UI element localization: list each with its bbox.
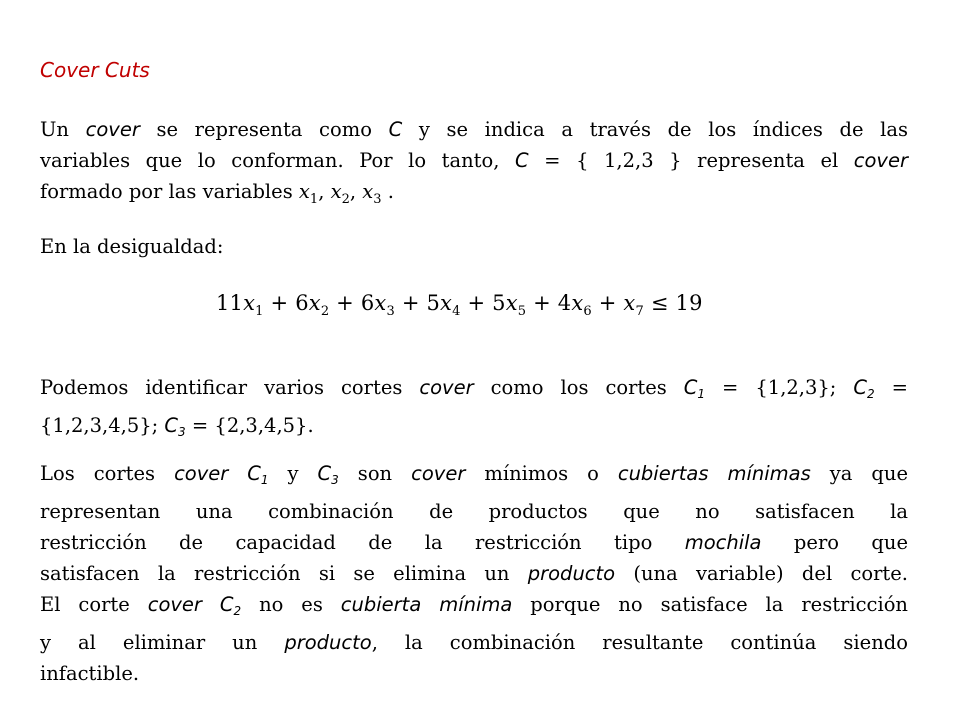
term: $6x_2$: [295, 291, 330, 319]
text-line: [40, 410, 908, 448]
paragraph-cover-examples: [40, 372, 908, 448]
math-var: $x_1$: [298, 180, 319, 207]
cover-c1: cover $C_1$: [174, 462, 269, 487]
math-var: $x_3$: [362, 180, 382, 207]
paragraph-cover-definition: [40, 114, 908, 215]
emphasis-cover: cover: [419, 376, 474, 399]
emphasis-cover: cover: [85, 118, 140, 141]
term: $5x_4$: [426, 291, 461, 319]
relation-symbol: ≤: [650, 291, 669, 315]
text-run: Podemos identificar varios cortes: [40, 376, 420, 399]
cover-c2: $C_2$: [853, 376, 875, 401]
text-run: como los cortes: [473, 376, 684, 399]
math-var: $x_2$: [330, 180, 350, 207]
text-line: El corte cover $C_2$ no es cubierta mínima porque no satisface la restricción: [40, 593, 908, 618]
text-line: representan una combinación de productos que no satisfacen la: [40, 500, 908, 523]
term: $4x_6$: [557, 291, 592, 319]
paragraph-inequality-intro: [40, 231, 908, 262]
text-line: Los cortes cover $C_1$ y $C_3$ son cover mínimos o cubiertas mínimas ya que: [40, 462, 908, 487]
term: $6x_3$: [360, 291, 395, 319]
right-hand-side: 19: [675, 291, 703, 315]
text-line: [40, 145, 908, 176]
emphasis-cubierta-minima: cubierta mínima: [340, 593, 513, 616]
emphasis-cubiertas-minimas: cubiertas mínimas: [617, 462, 811, 485]
text-line: En la desigualdad:: [40, 235, 224, 258]
paragraph-minimal-covers: [40, 458, 908, 689]
cover-c2: cover $C_2$: [147, 593, 242, 618]
term: $x_7$: [623, 291, 644, 319]
emphasis-cover: cover: [853, 149, 908, 172]
text-line: restricción de capacidad de la restricción tipo mochila pero que: [40, 531, 908, 554]
term: $11x_1$: [216, 291, 264, 319]
slide-title: Cover Cuts: [40, 58, 150, 82]
text-line: satisfacen la restricción si se elimina un producto (una variable) del corte.: [40, 562, 909, 585]
symbol-c: C: [515, 149, 529, 172]
emphasis-producto: producto: [527, 562, 616, 585]
cover-c3: $C_3$: [164, 414, 186, 439]
text-run: .: [381, 180, 394, 203]
text-run: = { 1,2,3 } representa el: [528, 149, 854, 172]
text-run: variables que lo conforman. Por lo tanto,: [40, 149, 516, 172]
text-run: formado por las variables: [40, 180, 299, 203]
emphasis-mochila: mochila: [684, 531, 762, 554]
text-line: y al eliminar un producto, la combinación resultante continúa siendo: [40, 631, 908, 654]
term: $5x_5$: [492, 291, 527, 319]
symbol-c: C: [388, 118, 403, 141]
text-run: =: [874, 376, 908, 399]
variables-inline: $x_1$, $x_2$, $x_3$: [298, 180, 382, 207]
text-line: [40, 114, 908, 145]
text-run: y se indica a través de los índices de las: [402, 118, 908, 141]
text-run: {1,2,3,4,5};: [40, 414, 165, 437]
cover-c1: $C_1$: [683, 376, 706, 401]
emphasis-cover: cover: [411, 462, 466, 485]
text-run: se representa como: [139, 118, 389, 141]
knapsack-inequality: $11x_1 + 6x_2 + 6x_3 + 5x_4 + 5x_5 + 4x_6 + x_7 \le 19$: [216, 291, 703, 319]
text-run: Un: [40, 118, 86, 141]
cover-c3: $C_3$: [317, 462, 339, 487]
emphasis-producto: producto: [284, 631, 372, 654]
text-run: = {2,3,4,5}.: [185, 414, 314, 437]
text-run: = {1,2,3};: [705, 376, 854, 399]
text-line: infactible.: [40, 662, 140, 685]
text-line: [40, 372, 908, 410]
text-line: [40, 176, 908, 215]
